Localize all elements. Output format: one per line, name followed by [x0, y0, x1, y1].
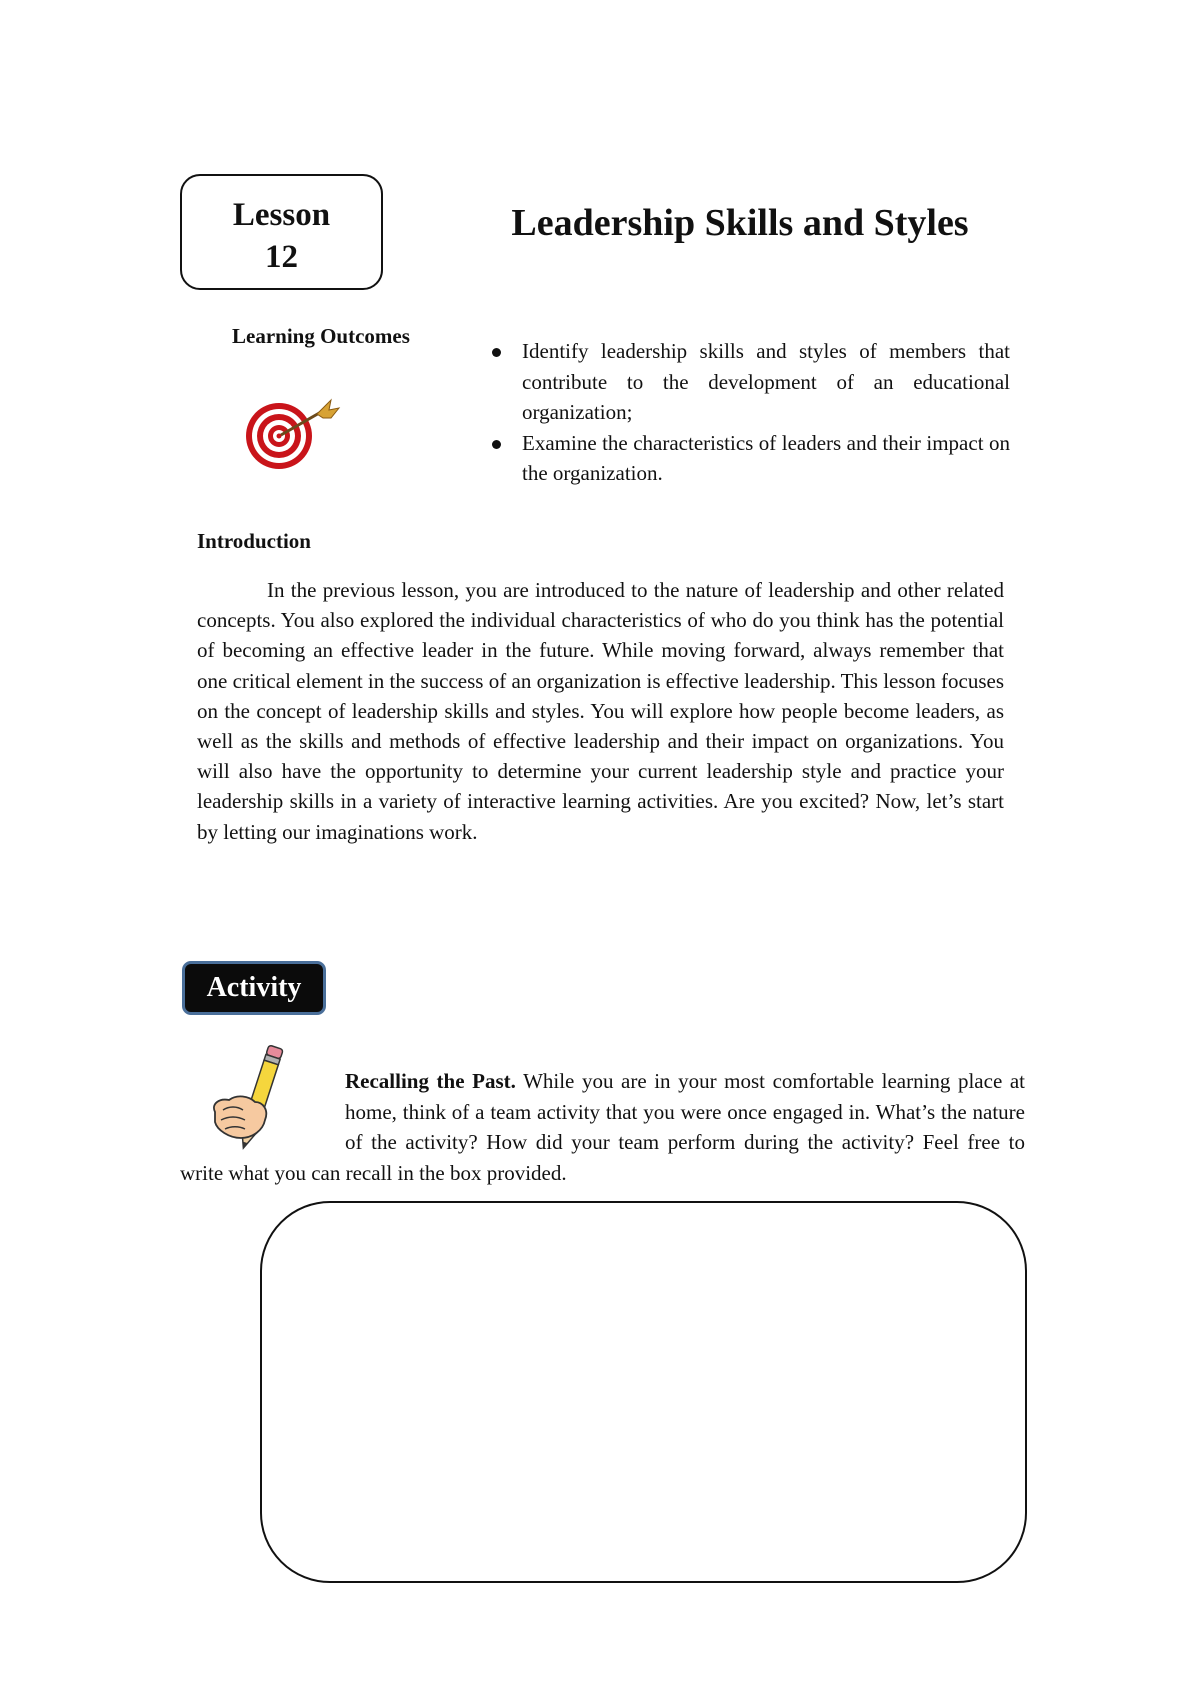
- list-item: [488, 428, 1010, 489]
- bullet-icon: [492, 348, 501, 357]
- activity-paragraph: [180, 1066, 1025, 1188]
- list-item: [488, 336, 1010, 428]
- outcome-text: Identify leadership skills and styles of members that contribute to the development of an educational organization;: [522, 339, 1010, 424]
- lesson-number: 12: [265, 239, 298, 275]
- learning-outcomes-heading: Learning Outcomes: [232, 324, 410, 348]
- outcome-text: Examine the characteristics of leaders and their impact on the organization.: [522, 430, 1010, 485]
- activity-lead: Recalling the Past.: [345, 1069, 516, 1093]
- page-title: Leadership Skills and Styles: [511, 202, 969, 244]
- bullet-icon: [492, 440, 501, 449]
- introduction-paragraph: In the previous lesson, you are introduced to the nature of leadership and other related concepts. You also explored the individual characteristics of who do you think has the potential of becoming an effective leader in the future. While moving forward, always remember that one critical element in the success of an organization is effective leadership. This lesson focuses on the concept of leadership skills and styles. You will explore how people become leaders, as well as the skills and methods of effective leadership and their impact on organizations. You will also have the opportunity to determine your current leadership style and practice your leadership skills in a variety of interactive learning activities. Are you excited? Now, let’s start by letting our imaginations work.: [197, 578, 1004, 844]
- answer-box[interactable]: [260, 1201, 1027, 1583]
- lesson-label: Lesson: [232, 197, 331, 233]
- introduction-heading: Introduction: [197, 529, 311, 553]
- activity-tag: Activity: [182, 961, 326, 1015]
- target-dart-icon: [245, 396, 345, 472]
- activity-body: While you are in your most comfortable learning place at home, think of a team activity that you were once engaged in. What’s the nature of the activity? How did your team perform during the activity? Feel free to write what you can recall in the box provided.: [180, 1069, 1025, 1185]
- learning-outcomes-list: [488, 336, 1010, 489]
- lesson-number-box: [180, 174, 383, 290]
